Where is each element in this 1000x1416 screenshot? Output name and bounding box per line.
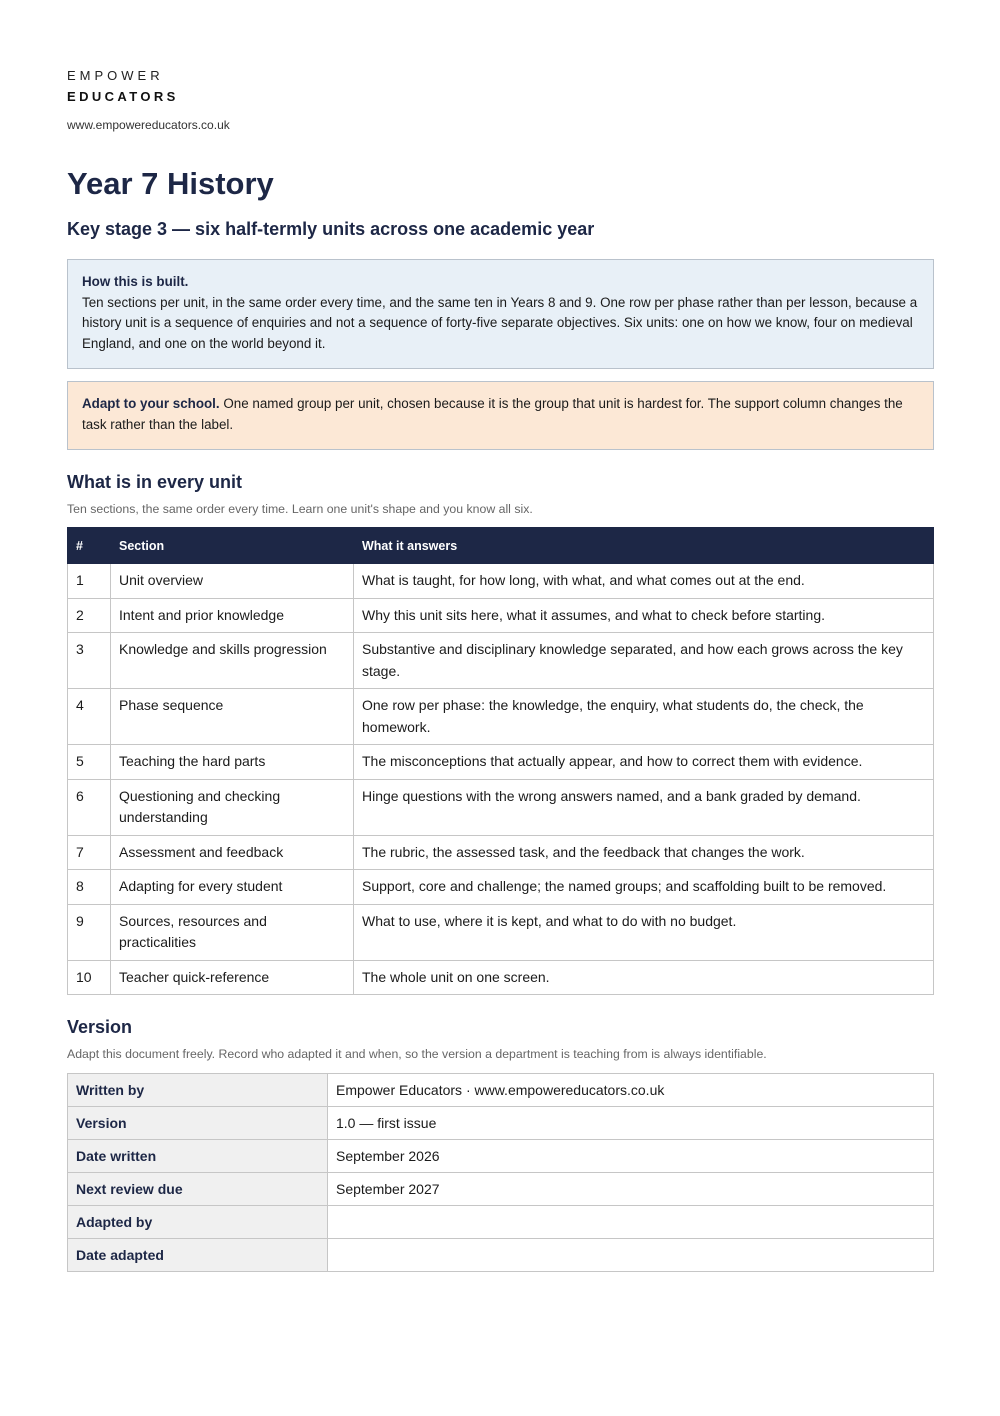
row-section: Intent and prior knowledge bbox=[111, 598, 354, 633]
row-answers: The whole unit on one screen. bbox=[354, 960, 934, 995]
table-row bbox=[68, 960, 934, 995]
version-value-date-adapted bbox=[328, 1239, 934, 1272]
row-number: 2 bbox=[68, 598, 111, 633]
version-value-version: 1.0 — first issue bbox=[328, 1107, 934, 1140]
header-section: Section bbox=[111, 528, 354, 564]
brand-name-line2: EDUCATORS bbox=[67, 89, 179, 104]
table-row bbox=[68, 1206, 934, 1239]
how-built-note bbox=[67, 259, 934, 369]
version-key-date-written: Date written bbox=[68, 1140, 328, 1173]
sections-table-header bbox=[68, 528, 934, 564]
adapt-note-title: Adapt to your school. bbox=[82, 396, 220, 411]
table-row bbox=[68, 598, 934, 633]
table-row bbox=[68, 1140, 934, 1173]
row-number: 7 bbox=[68, 835, 111, 870]
row-number: 8 bbox=[68, 870, 111, 905]
version-key-next-review: Next review due bbox=[68, 1173, 328, 1206]
table-row bbox=[68, 1107, 934, 1140]
row-number: 6 bbox=[68, 779, 111, 835]
version-key-adapted-by: Adapted by bbox=[68, 1206, 328, 1239]
row-answers: Substantive and disciplinary knowledge separated, and how each grows across the key stage. bbox=[354, 633, 934, 689]
row-number: 10 bbox=[68, 960, 111, 995]
row-answers: What is taught, for how long, with what, and what comes out at the end. bbox=[354, 564, 934, 599]
version-heading: Version bbox=[67, 1017, 133, 1037]
row-answers: What to use, where it is kept, and what to do with no budget. bbox=[354, 904, 934, 960]
table-row bbox=[68, 1173, 934, 1206]
table-row bbox=[68, 870, 934, 905]
row-answers: The misconceptions that actually appear, and how to correct them with evidence. bbox=[354, 745, 934, 780]
row-section: Assessment and feedback bbox=[111, 835, 354, 870]
version-value-written-by: Empower Educators · www.empowereducators.co.uk bbox=[328, 1074, 934, 1107]
row-answers: Why this unit sits here, what it assumes, and what to check before starting. bbox=[354, 598, 934, 633]
table-row bbox=[68, 779, 934, 835]
row-section: Questioning and checking understanding bbox=[111, 779, 354, 835]
row-answers: Support, core and challenge; the named groups; and scaffolding built to be removed. bbox=[354, 870, 934, 905]
row-section: Teacher quick-reference bbox=[111, 960, 354, 995]
table-row bbox=[68, 564, 934, 599]
version-key-written-by: Written by bbox=[68, 1074, 328, 1107]
row-number: 3 bbox=[68, 633, 111, 689]
row-section: Teaching the hard parts bbox=[111, 745, 354, 780]
version-value-next-review: September 2027 bbox=[328, 1173, 934, 1206]
version-key-version: Version bbox=[68, 1107, 328, 1140]
page-title: Year 7 History bbox=[67, 166, 274, 201]
table-row bbox=[68, 633, 934, 689]
row-number: 5 bbox=[68, 745, 111, 780]
table-row bbox=[68, 904, 934, 960]
table-row bbox=[68, 835, 934, 870]
row-answers: The rubric, the assessed task, and the feedback that changes the work. bbox=[354, 835, 934, 870]
row-answers: Hinge questions with the wrong answers named, and a bank graded by demand. bbox=[354, 779, 934, 835]
version-value-date-written: September 2026 bbox=[328, 1140, 934, 1173]
row-section: Phase sequence bbox=[111, 689, 354, 745]
brand-logo bbox=[67, 68, 934, 105]
sections-table bbox=[67, 527, 934, 995]
every-unit-description: Ten sections, the same order every time. Learn one unit's shape and you know all six. bbox=[67, 502, 533, 516]
row-number: 4 bbox=[68, 689, 111, 745]
table-row bbox=[68, 1074, 934, 1107]
version-description: Adapt this document freely. Record who adapted it and when, so the version a department is teaching from is always identifiable. bbox=[67, 1047, 767, 1061]
header-number: # bbox=[68, 528, 111, 564]
version-value-adapted-by bbox=[328, 1206, 934, 1239]
page-subtitle: Key stage 3 — six half-termly units across one academic year bbox=[67, 219, 595, 239]
every-unit-heading: What is in every unit bbox=[67, 472, 243, 492]
version-key-date-adapted: Date adapted bbox=[68, 1239, 328, 1272]
adapt-note-body: One named group per unit, chosen because it is the group that unit is hardest for. The support column changes the task rather than the label. bbox=[82, 396, 903, 432]
row-section: Unit overview bbox=[111, 564, 354, 599]
header-answers: What it answers bbox=[354, 528, 934, 564]
table-row bbox=[68, 745, 934, 780]
how-built-note-body: Ten sections per unit, in the same order every time, and the same ten in Years 8 and 9. One row per phase rather than per lesson, because a history unit is a sequence of enquiries and not a sequence of forty-five separate objectives. Six units: one on how we know, four on medieval England, and one on the world beyond it. bbox=[82, 294, 918, 351]
table-row bbox=[68, 1239, 934, 1272]
brand-url: www.empowereducators.co.uk bbox=[67, 118, 230, 132]
row-section: Adapting for every student bbox=[111, 870, 354, 905]
brand-name-line1: EMPOWER bbox=[67, 68, 164, 83]
table-row bbox=[68, 689, 934, 745]
row-section: Knowledge and skills progression bbox=[111, 633, 354, 689]
version-table bbox=[67, 1073, 934, 1272]
adapt-note bbox=[67, 381, 934, 450]
row-answers: One row per phase: the knowledge, the enquiry, what students do, the check, the homework. bbox=[354, 689, 934, 745]
how-built-note-title: How this is built. bbox=[82, 274, 189, 289]
row-number: 1 bbox=[68, 564, 111, 599]
row-section: Sources, resources and practicalities bbox=[111, 904, 354, 960]
row-number: 9 bbox=[68, 904, 111, 960]
